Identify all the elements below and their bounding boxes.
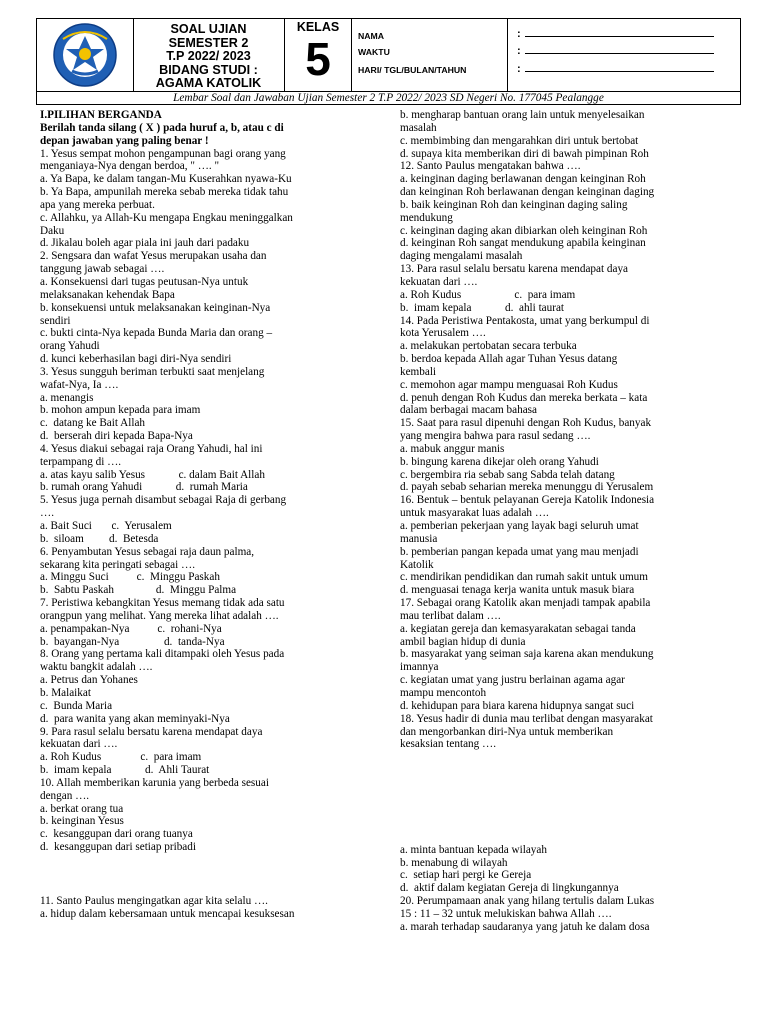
blank-space — [40, 854, 387, 895]
question-line: mendukung — [400, 211, 453, 224]
question-line: c. setiap hari pergi ke Gereja — [400, 869, 532, 882]
question-line: 16. Bentuk – bentuk pelayanan Gereja Katolik Indonesia — [400, 494, 655, 507]
question-line: 9. Para rasul selalu bersatu karena mendapat daya — [40, 725, 263, 738]
question-line: melaksanakan kehendak Bapa — [40, 288, 175, 301]
question-line: sendiri — [40, 314, 71, 327]
question-line: Katolik — [400, 558, 434, 571]
question-line: b. berdoa kepada Allah agar Tuhan Yesus datang — [400, 353, 618, 366]
question-line: 18. Yesus hadir di dunia mau terlibat dengan masyarakat — [400, 712, 653, 725]
question-line: b. konsekuensi untuk melaksanakan keinginan-Nya — [40, 301, 271, 314]
title-line: SEMESTER 2 — [168, 35, 249, 50]
question-line: a. mabuk anggur manis — [400, 442, 505, 455]
question-line: 1. Yesus sempat mohon pengampunan bagi orang yang — [40, 147, 286, 160]
question-line: a. Roh Kudus c. para imam — [40, 751, 202, 764]
question-line: b. baik keinginan Roh dan keinginan daging saling — [400, 198, 628, 211]
question-line: d. payah sebab seharian mereka menunggu di Yerusalem — [400, 481, 654, 494]
question-line: a. atas kayu salib Yesus c. dalam Bait Allah — [40, 468, 265, 481]
question-line: c. keinginan daging akan dibiarkan oleh keinginan Roh — [400, 224, 648, 237]
question-line: c. Bunda Maria — [40, 699, 113, 712]
student-info-fields — [507, 19, 741, 91]
question-line: yang mengira bahwa para rasul sedang …. — [400, 430, 591, 443]
question-line: 11. Santo Paulus mengingatkan agar kita selalu …. — [40, 895, 268, 908]
question-line: c. mendirikan pendidikan dan rumah sakit untuk umum — [400, 571, 648, 584]
question-line: dan keinginan Roh berlawanan dengan keinginan daging — [400, 186, 655, 199]
question-line: 13. Para rasul selalu bersatu karena mendapat daya — [400, 263, 629, 276]
question-line: b. menabung di wilayah — [400, 856, 508, 869]
logo-cell — [37, 19, 134, 91]
question-line: c. kesanggupan dari orang tuanya — [40, 828, 193, 841]
question-line: sekarang kita peringati sebagai …. — [40, 558, 196, 571]
question-line: 10. Allah memberikan karunia yang berbeda sesuai — [40, 776, 269, 789]
question-line: d. para wanita yang akan meminyaki-Nya — [40, 712, 230, 725]
question-line: daging mengalami masalah — [400, 250, 523, 263]
question-line: a. melakukan pertobatan secara terbuka — [400, 340, 577, 353]
question-line: kesaksian tentang …. — [400, 738, 497, 751]
question-line: a. marah terhadap saudaranya yang jatuh ke dalam dosa — [400, 920, 650, 933]
exam-header — [36, 18, 741, 105]
question-line: b. rumah orang Yahudi d. rumah Maria — [40, 481, 248, 494]
question-line: terpampang di …. — [40, 455, 122, 468]
question-line: dan mengorbankan diri-Nya untuk memberikan — [400, 725, 614, 738]
exam-subtitle: Lembar Soal dan Jawaban Ujian Semester 2 T.P 2022/ 2023 SD Negeri No. 177045 Pealangge — [37, 91, 740, 104]
question-line: d. kesanggupan dari setiap pribadi — [40, 841, 196, 854]
question-line: a. berkat orang tua — [40, 802, 124, 815]
question-line: d. Jikalau boleh agar piala ini jauh dari padaku — [40, 237, 250, 250]
class-label: KELAS — [296, 20, 340, 34]
class-box — [285, 19, 352, 91]
question-line: a. kegiatan gereja dan kemasyarakatan sebagai tanda — [400, 622, 636, 635]
field-label-date: HARI/ TGL/BULAN/TAHUN — [358, 65, 467, 75]
question-line: b. Ya Bapa, ampunilah mereka sebab mereka tidak tahu — [40, 186, 289, 199]
question-line: …. — [40, 507, 54, 520]
question-line: 4. Yesus diakui sebagai raja Orang Yahudi, hal ini — [40, 442, 263, 455]
question-line: 20. Perumpamaan anak yang hilang tertulis dalam Lukas — [400, 895, 655, 908]
question-line: tanggung jawab sebagai …. — [40, 263, 165, 276]
question-line: mau terlibat dalam …. — [400, 609, 501, 622]
question-line: c. datang ke Bait Allah — [40, 417, 146, 430]
question-line: b. bayangan-Nya d. tanda-Nya — [40, 635, 225, 648]
question-line: a. Petrus dan Yohanes — [40, 674, 138, 687]
question-line: a. Konsekuensi dari tugas peutusan-Nya untuk — [40, 275, 249, 288]
instruction-line: Berilah tanda silang ( X ) pada huruf a, b, atau c di — [40, 121, 284, 134]
question-line: apa yang mereka perbuat. — [40, 198, 155, 211]
left-column — [40, 109, 387, 921]
question-line: a. Roh Kudus c. para imam — [400, 288, 576, 301]
field-label-name: NAMA — [358, 31, 385, 41]
title-line: BIDANG STUDI : — [159, 62, 258, 77]
right-column — [400, 109, 730, 934]
student-info-labels — [351, 19, 508, 91]
question-line: kembali — [400, 365, 437, 378]
question-line: 15. Saat para rasul dipenuhi dengan Roh Kudus, banyak — [400, 417, 652, 430]
question-line: 8. Orang yang pertama kali ditampaki oleh Yesus pada — [40, 648, 285, 661]
question-line: 5. Yesus juga pernah disambut sebagai Raja di gerbang — [40, 494, 287, 507]
question-line: a. pemberian pekerjaan yang layak bagi seluruh umat — [400, 520, 639, 532]
title-line: AGAMA KATOLIK — [155, 76, 262, 90]
question-line: b. imam kepala d. Ahli Taurat — [40, 764, 210, 777]
question-line: d. berserah diri kepada Bapa-Nya — [40, 430, 193, 443]
question-line: c. Allahku, ya Allah-Ku mengapa Engkau meninggalkan — [40, 211, 293, 224]
question-line: orangpun yang melihat. Yang mereka lihat adalah …. — [40, 609, 279, 622]
question-line: b. mengharap bantuan orang lain untuk menyelesaikan — [400, 109, 645, 121]
question-line: a. Ya Bapa, ke dalam tangan-Mu Kuserahkan nyawa-Ku — [40, 173, 292, 186]
question-line: 3. Yesus sungguh beriman terbukti saat menjelang — [40, 365, 265, 378]
question-line: 12. Santo Paulus mengatakan bahwa …. — [400, 160, 581, 173]
name-field[interactable]: : — [517, 28, 714, 40]
question-line: 14. Pada Peristiwa Pentakosta, umat yang berkumpul di — [400, 314, 650, 327]
field-label-time: WAKTU — [358, 47, 390, 57]
question-line: d. supaya kita memberikan diri di bawah pimpinan Roh — [400, 147, 649, 160]
question-line: a. hidup dalam kebersamaan untuk mencapai kesuksesan — [40, 907, 295, 920]
question-line: c. memohon agar mampu menguasai Roh Kudus — [400, 378, 618, 391]
question-line: imannya — [400, 661, 439, 674]
title-line: T.P 2022/ 2023 — [166, 49, 251, 63]
question-line: wafat-Nya, Ia …. — [40, 378, 119, 391]
question-line: b. mohon ampun kepada para imam — [40, 404, 201, 417]
question-line: d. menguasai tenaga kerja wanita untuk masuk biara — [400, 584, 635, 597]
question-line: kota Yerusalem …. — [400, 327, 486, 340]
question-line: a. menangis — [40, 391, 94, 404]
question-line: menganiaya-Nya dengan berdoa, " …. " — [40, 160, 220, 173]
question-line: c. membimbing dan mengarahkan diri untuk bertobat — [400, 134, 639, 147]
question-line: d. keinginan Roh sangat mendukung apabila keinginan — [400, 237, 646, 250]
question-line: masalah — [400, 121, 437, 134]
question-line: 6. Penyambutan Yesus sebagai raja daun palma, — [40, 545, 255, 558]
question-line: manusia — [400, 532, 438, 545]
date-field[interactable]: : — [517, 63, 714, 75]
question-line: a. minta bantuan kepada wilayah — [400, 843, 547, 856]
question-line: kekuatan dari …. — [40, 738, 118, 751]
blank-space — [400, 751, 730, 844]
instruction-line: depan jawaban yang paling benar ! — [40, 134, 209, 147]
question-line: b. imam kepala d. ahli taurat — [400, 301, 565, 314]
question-line: ambil bagian hidup di dunia — [400, 635, 526, 648]
question-line: c. bergembira ria sebab sang Sabda telah datang — [400, 468, 615, 481]
question-line: kekuatan dari …. — [400, 275, 478, 288]
title-line: SOAL UJIAN — [170, 22, 247, 36]
question-line: b. masyarakat yang seiman saja karena akan mendukung — [400, 648, 654, 661]
exam-title — [133, 19, 285, 91]
question-line: a. Minggu Suci c. Minggu Paskah — [40, 571, 220, 584]
question-line: dengan …. — [40, 789, 90, 802]
question-line: d. aktif dalam kegiatan Gereja di lingkungannya — [400, 882, 619, 895]
question-line: b. bingung karena dikejar oleh orang Yahudi — [400, 455, 599, 468]
class-number: 5 — [305, 33, 331, 85]
question-line: d. kehidupan para biara karena hidupnya sangat suci — [400, 699, 635, 712]
question-line: a. Bait Suci c. Yerusalem — [40, 520, 172, 532]
question-line: b. siloam d. Betesda — [40, 532, 159, 545]
question-line: d. kunci keberhasilan bagi diri-Nya sendiri — [40, 353, 232, 366]
question-line: 2. Sengsara dan wafat Yesus merupakan usaha dan — [40, 250, 267, 263]
question-line: waktu bangkit adalah …. — [40, 661, 153, 674]
question-line: untuk masyarakat luas adalah …. — [400, 507, 549, 520]
question-line: c. bukti cinta-Nya kepada Bunda Maria dan orang – — [40, 327, 273, 340]
question-line: 15 : 11 – 32 untuk melukiskan bahwa Allah …. — [400, 907, 612, 920]
question-line: b. pemberian pangan kepada umat yang mau menjadi — [400, 545, 639, 558]
question-line: a. penampakan-Nya c. rohani-Nya — [40, 622, 222, 635]
tut-wuri-handayani-logo — [37, 19, 133, 91]
question-line: b. Sabtu Paskah d. Minggu Palma — [40, 584, 237, 597]
question-line: a. keinginan daging berlawanan dengan keinginan Roh — [400, 173, 646, 186]
question-line: orang Yahudi — [40, 340, 100, 353]
question-line: Daku — [40, 224, 65, 237]
question-line: b. Malaikat — [40, 686, 91, 699]
question-line: 7. Peristiwa kebangkitan Yesus memang tidak ada satu — [40, 597, 285, 610]
question-line: c. kegiatan umat yang justru berlainan agama agar — [400, 674, 625, 687]
question-line: b. keinginan Yesus — [40, 815, 124, 828]
question-line: dalam berbagai macam bahasa — [400, 404, 537, 417]
question-line: 17. Sebagai orang Katolik akan menjadi tampak apabila — [400, 597, 651, 610]
question-line: d. penuh dengan Roh Kudus dan mereka berkata – kata — [400, 391, 648, 404]
question-line: mampu mencontoh — [400, 686, 487, 699]
instruction-line: I.PILIHAN BERGANDA — [40, 109, 162, 121]
time-field[interactable]: : — [517, 45, 714, 57]
